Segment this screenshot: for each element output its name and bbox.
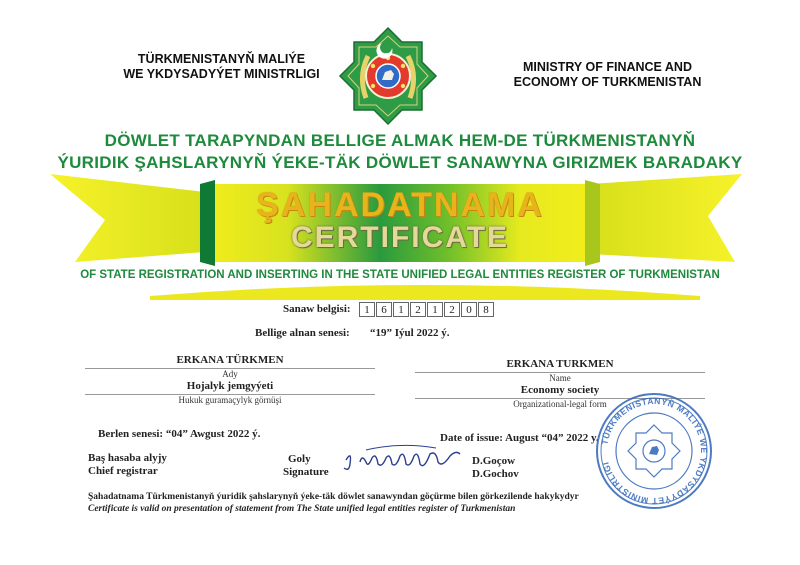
- registration-number-label: Sanaw belgisi:: [283, 303, 351, 315]
- registration-number: [359, 302, 495, 317]
- title-line2: ÝURIDIK ŞAHSLARYNYŇ ÝEKE-TÄK DÖWLET SANAWYNA GIRIZMEK BARADAKY: [57, 153, 743, 172]
- issue-date-en: Date of issue: August “04” 2022 y.: [440, 432, 599, 444]
- chief-registrar-en: Chief registrar: [88, 465, 158, 477]
- registration-digit: 8: [478, 302, 494, 317]
- signature-label-en: Signature: [283, 466, 329, 478]
- ministry-name-en-line1: MINISTRY OF FINANCE AND: [523, 60, 692, 74]
- registration-digit: 2: [410, 302, 426, 317]
- signature-label-tm: Goly: [288, 453, 311, 465]
- entity-name-en-caption: Name: [549, 373, 571, 383]
- validity-note-en: Certificate is valid on presentation of statement from The State unified legal entities register of Turkmenistan: [88, 504, 516, 514]
- state-emblem: [333, 26, 443, 126]
- title-line1: DÖWLET TARAPYNDAN BELLIGE ALMAK HEM-DE TÜRKMENISTANYŇ: [104, 131, 696, 150]
- registration-digit: 0: [461, 302, 477, 317]
- ministry-name-en: [500, 60, 715, 90]
- official-stamp: [593, 392, 715, 510]
- legal-form-tm-caption: Hukuk guramaçylyk görnüşi: [178, 395, 282, 405]
- legal-form-en-caption: Organizational-legal form: [513, 399, 607, 409]
- handwritten-signature: [340, 440, 465, 480]
- registration-digit: 2: [444, 302, 460, 317]
- entity-name-tm: ERKANA TÜRKMEN: [176, 354, 284, 366]
- registration-date-value: “19” Iýul 2022 ý.: [370, 327, 450, 339]
- registration-digit: 6: [376, 302, 392, 317]
- certificate-subtitle: OF STATE REGISTRATION AND INSERTING IN THE STATE UNIFIED LEGAL ENTITIES REGISTER OF TURKMENISTAN: [80, 269, 720, 281]
- certificate-word-en: CERTIFICATE: [290, 221, 510, 254]
- ministry-name-tm: [119, 52, 324, 82]
- certificate-word-tm: ŞAHADATNAMA: [256, 186, 544, 224]
- registration-digit: 1: [427, 302, 443, 317]
- legal-form-tm: Hojalyk jemgyýeti: [186, 380, 274, 392]
- ministry-name-en-line2: ECONOMY OF TURKMENISTAN: [513, 75, 702, 89]
- ministry-name-tm-line1: TÜRKMENISTANYŇ MALIÝE: [137, 52, 306, 66]
- entity-name-tm-caption: Ady: [222, 369, 238, 379]
- signatory-name-en: D.Gochov: [472, 468, 519, 480]
- ministry-name-tm-line2: WE YKDYSADYÝET MINISTRLIGI: [123, 67, 320, 81]
- signatory-name-tm: D.Goçow: [472, 455, 516, 467]
- registration-digit: 1: [393, 302, 409, 317]
- validity-note-tm: Şahadatnama Türkmenistanyň ýuridik şahslarynyň ýeke-täk döwlet sanawyndan göçürme bilen görkezilende hakykydyr: [88, 492, 579, 502]
- issue-date-tm: Berlen senesi: “04” Awgust 2022 ý.: [98, 428, 261, 440]
- registration-digit: 1: [359, 302, 375, 317]
- registration-date-label: Bellige alnan senesi:: [255, 327, 350, 339]
- legal-form-en: Economy society: [520, 384, 600, 396]
- stamp-ring-text: TÜRKMENISTANYŇ MALIÝE WE YKDYSADYÝET MINISTRLIGI: [599, 395, 710, 507]
- ribbon-swoosh: [150, 285, 700, 300]
- entity-name-en: ERKANA TURKMEN: [506, 358, 614, 370]
- chief-registrar-tm: Baş hasaba alyjy: [88, 452, 167, 464]
